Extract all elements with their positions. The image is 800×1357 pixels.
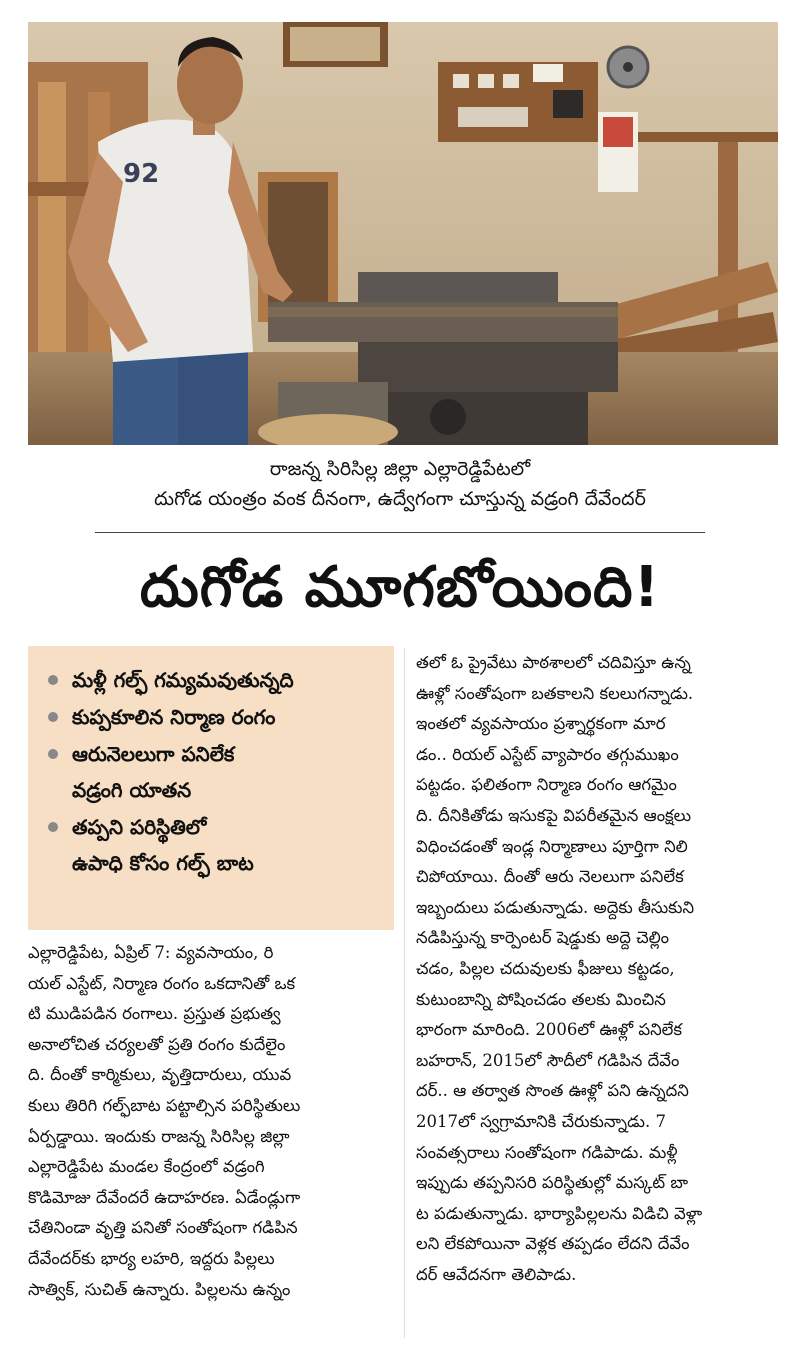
body-line: చిపోయాయి. దీంతో ఆరు నెలలుగా పనిలేక [416,867,684,887]
column-divider [404,648,405,1338]
body-line: దర్.. ఆ తర్వాత సొంత ఊళ్లో పని ఉన్నదని [416,1081,689,1101]
article-body-left-column [28,938,396,1305]
headline: దుగోడ మూగబోయింది! [139,555,661,620]
highlight-item [48,699,384,735]
body-line: భారంగా మారింది. 2006లో ఊళ్లో పనిలేక [416,1020,682,1040]
caption-line-1: రాజన్న సిరిసిల్ల జిల్లా ఎల్లారెడ్డిపేటలో [269,458,531,480]
body-line: ఇప్పుడు తప్పనిసరి పరిస్థితుల్లో మస్కట్ బా [416,1173,689,1193]
highlight-item [48,809,384,881]
body-line: చడం, పిల్లల చదువులకు ఫీజులు కట్టడం, [416,958,675,978]
bullet-icon [48,822,58,832]
body-line: ది. దీనికితోడు ఇసుకపై విపరీతమైన ఆంక్షలు [416,805,692,825]
highlights-box [28,646,394,930]
body-line: టి ముడిపడిన రంగాలు. ప్రస్తుత ప్రభుత్వ [28,1004,281,1024]
body-line: చేతినిండా వృత్తి పనితో సంతోషంగా గడిపిన [28,1218,298,1238]
body-line: దర్ ఆవేదనగా తెలిపాడు. [416,1264,577,1284]
body-line: కొడిమోజు దేవేందరే ఉదాహరణ. ఏడేండ్లుగా [28,1187,301,1207]
body-line: లని లేకపోయినా వెళ్లక తప్పడం లేదని దేవేం [416,1234,690,1254]
caption-divider [95,532,705,533]
body-line: తలో ఓ ప్రైవేటు పాఠశాలలో చదివిస్తూ ఉన్న [416,653,691,672]
body-line: పట్టడం. ఫలితంగా నిర్మాణ రంగం ఆగమైం [416,775,677,795]
body-line: ఎల్లారెడ్డిపేట మండల కేంద్రంలో వడ్రంగి [28,1157,265,1177]
article-body-right-column [416,648,778,1290]
body-line: విధించడంతో ఇండ్ల నిర్మాణాలు పూర్తిగా నిలి [416,836,688,856]
highlight-text: ఆరునెలలుగా పనిలేక వడ్రంగి యాతన [72,742,235,802]
body-line: కులు తిరిగి గల్ఫ్‌బాట పట్టాల్సిన పరిస్థితులు [28,1095,301,1115]
highlight-text: కుప్పకూలిన నిర్మాణ రంగం [72,705,276,729]
body-line: అనాలోచిత చర్యలతో ప్రతి రంగం కుదేలైం [28,1034,286,1054]
news-photo [28,22,778,445]
body-line: ఊళ్లో సంతోషంగా బతకాలని కలలుగన్నాడు. [416,683,694,703]
body-line: ఇంతలో వ్యవసాయం ప్రశ్నార్థకంగా మార [416,714,666,734]
body-line: బహరాన్, 2015లో సౌదీలో గడిపిన దేవేం [416,1050,680,1070]
shirt-number: 92 [123,159,160,189]
body-line: నడిపిస్తున్న కార్పెంటర్ షెడ్డుకు అద్దె చెల్లిం [416,928,669,948]
body-line: డం.. రియల్ ఎస్టేట్ వ్యాపారం తగ్గుముఖం [416,744,679,764]
highlight-text: తప్పని పరిస్థితిలో ఉపాధి కోసం గల్ఫ్ బాట [72,815,254,875]
photo-caption [40,454,760,514]
body-line: ఇబ్బందులు పడుతున్నాడు. అద్దెకు తీసుకుని [416,897,695,917]
body-line: దేవేందర్‌కు భార్య లహరి, ఇద్దరు పిల్లలు [28,1248,275,1268]
body-line: ఏర్పడ్డాయి. ఇందుకు రాజన్న సిరిసిల్ల జిల్లా [28,1126,290,1146]
highlight-text: మళ్లీ గల్ఫ్ గమ్యమవుతున్నది [72,668,294,692]
body-line: యల్ ఎస్టేట్, నిర్మాణ రంగం ఒకదానితో ఒక [28,973,296,993]
body-line: ఎల్లారెడ్డిపేట, ఏప్రిల్ 7: వ్యవసాయం, రి [28,943,274,962]
body-line: 2017లో స్వగ్రామానికి చేరుకున్నాడు. 7 [416,1111,666,1131]
body-line: సంవత్సరాలు సంతోషంగా గడిపాడు. మళ్లీ [416,1142,678,1162]
body-line: కుటుంబాన్ని పోషించడం తలకు మించిన [416,989,666,1009]
highlight-item [48,662,384,698]
bullet-icon [48,675,58,685]
body-line: ది. దీంతో కార్మికులు, వృత్తిదారులు, యువ [28,1065,292,1085]
body-line: ట పడుతున్నాడు. భార్యాపిల్లలను విడిచి వెళ్లా [416,1203,703,1223]
bullet-icon [48,749,58,759]
bullet-icon [48,712,58,722]
highlight-item [48,736,384,808]
carpenter-workshop-image [28,22,778,445]
caption-line-2: దుగోడ యంత్రం వంక దీనంగా, ఉద్వేగంగా చూస్తున్న వడ్రంగి దేవేందర్ [154,488,646,510]
body-line: సాత్విక్, సుచిత్ ఉన్నారు. పిల్లలను ఉన్నం [28,1279,291,1299]
